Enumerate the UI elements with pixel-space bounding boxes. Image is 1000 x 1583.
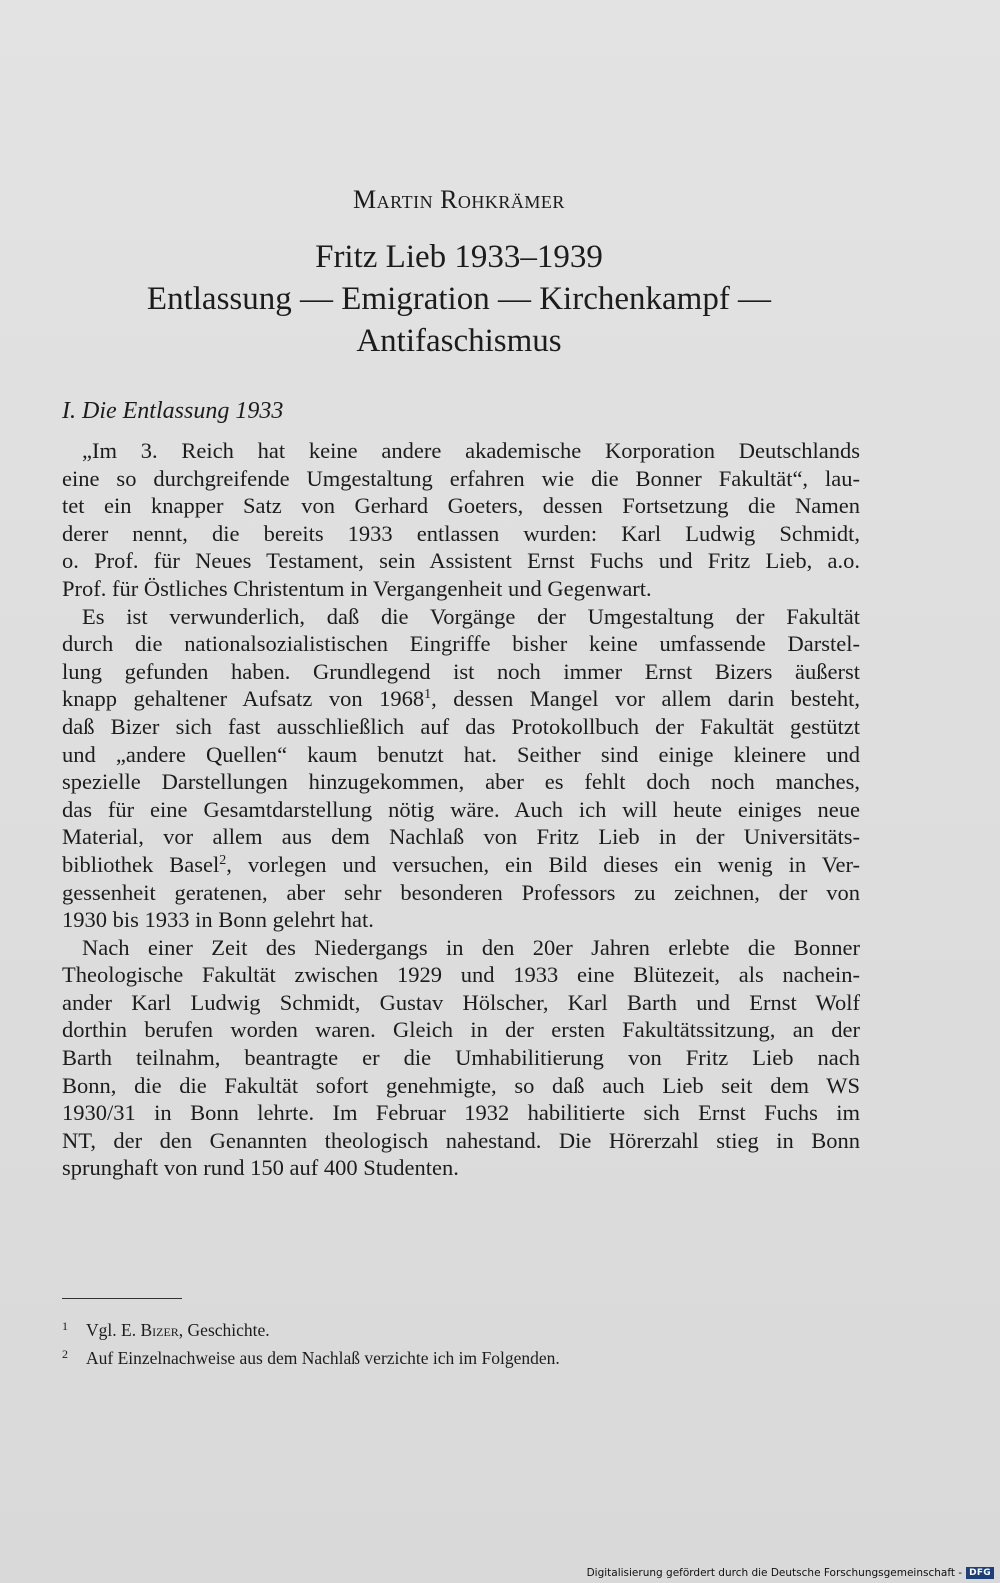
text-line: NT, der den Genannten theologisch nahestand. Die Hörerzahl stieg in Bonn xyxy=(62,1127,860,1153)
text-line: eine so durchgreifende Umgestaltung erfahren wie die Bonner Fakultät“, lau- xyxy=(62,465,860,491)
text-line: daß Bizer sich fast ausschließlich auf das Protokollbuch der Fakultät gestützt xyxy=(62,713,860,739)
text-line: 1930/31 in Bonn lehrte. Im Februar 1932 habilitierte sich Ernst Fuchs im xyxy=(62,1100,860,1126)
section-heading: I. Die Entlassung 1933 xyxy=(62,398,284,424)
footnote xyxy=(62,1342,862,1370)
text-line: o. Prof. für Neues Testament, sein Assistent Ernst Fuchs und Fritz Lieb, a.o. xyxy=(62,548,860,574)
footnote xyxy=(62,1314,862,1342)
text-segment: , dessen Mangel vor allem darin besteht, xyxy=(431,686,860,712)
text-line: das für eine Gesamtdarstellung nötig wäre. Auch ich will heute einiges neue xyxy=(62,796,860,822)
body-text xyxy=(62,437,860,1182)
footnote-text: , Geschichte. xyxy=(178,1320,270,1340)
text-line: ander Karl Ludwig Schmidt, Gustav Hölscher, Karl Barth und Ernst Wolf xyxy=(62,989,860,1015)
text-line xyxy=(62,685,860,713)
text-line: derer nennt, die bereits 1933 entlassen wurden: Karl Ludwig Schmidt, xyxy=(62,520,860,546)
text-segment: bibliothek Basel xyxy=(62,851,220,877)
title-line: Fritz Lieb 1933–1939 xyxy=(315,239,603,275)
text-segment: , vorlegen und versuchen, ein Bild dieses ein wenig in Ver- xyxy=(226,851,860,877)
footnote-author: Bizer xyxy=(140,1320,179,1340)
text-line: dorthin berufen worden waren. Gleich in der ersten Fakultätssitzung, an der xyxy=(62,1017,860,1043)
text-line: Bonn, die die Fakultät sofort genehmigte, so daß auch Lieb seit dem WS xyxy=(62,1072,860,1098)
footnote-text: Auf Einzelnachweise aus dem Nachlaß verzichte ich im Folgenden. xyxy=(86,1348,560,1368)
footnote-number: 1 xyxy=(62,1319,68,1333)
footnote-number: 2 xyxy=(62,1347,68,1361)
text-line: sprunghaft von rund 150 auf 400 Studenten. xyxy=(62,1155,459,1181)
text-line: 1930 bis 1933 in Bonn gelehrt hat. xyxy=(62,907,374,933)
digitization-credit xyxy=(587,1567,994,1579)
article-title xyxy=(0,236,918,362)
text-line: Es ist verwunderlich, daß die Vorgänge der Umgestaltung der Fakultät xyxy=(82,603,860,629)
footnote-ref[interactable]: 1 xyxy=(424,687,432,703)
text-line: durch die nationalsozialistischen Eingriffe bisher keine umfassende Darstel- xyxy=(62,631,860,657)
text-line: Barth teilnahm, beantragte er die Umhabilitierung von Fritz Lieb nach xyxy=(62,1045,860,1071)
footnote-divider xyxy=(62,1298,182,1299)
dfg-logo-icon: DFG xyxy=(966,1567,994,1579)
text-line: lung gefunden haben. Grundlegend ist noch immer Ernst Bizers äußerst xyxy=(62,658,860,684)
text-line: Nach einer Zeit des Niedergangs in den 20er Jahren erlebte die Bonner xyxy=(82,934,860,960)
text-line: und „andere Quellen“ kaum benutzt hat. Seither sind einige kleinere und xyxy=(62,741,860,767)
author-name: Martin Rohkrämer xyxy=(353,185,565,214)
text-line: „Im 3. Reich hat keine andere akademische Korporation Deutschlands xyxy=(82,438,860,463)
credit-text: Digitalisierung gefördert durch die Deutsche Forschungsgemeinschaft - xyxy=(586,1567,963,1579)
title-line: Entlassung — Emigration — Kirchenkampf — xyxy=(146,281,772,317)
text-line xyxy=(62,851,860,879)
text-line: tet ein knapper Satz von Gerhard Goeters, dessen Fortsetzung die Namen xyxy=(62,493,860,519)
paragraph xyxy=(62,934,860,1182)
footnote-text: Vgl. E. xyxy=(86,1320,141,1340)
text-line: spezielle Darstellungen hinzugekommen, aber es fehlt doch noch manches, xyxy=(62,769,860,795)
text-segment: knapp gehaltener Aufsatz von 1968 xyxy=(62,686,425,712)
footnote-ref[interactable]: 2 xyxy=(219,852,227,868)
paragraph xyxy=(62,437,860,603)
footnotes xyxy=(62,1314,862,1370)
text-line: Material, vor allem aus dem Nachlaß von Fritz Lieb in der Universitäts- xyxy=(62,824,860,850)
text-line: gessenheit geratenen, aber sehr besonderen Professors zu zeichnen, der von xyxy=(62,879,860,905)
text-line: Prof. für Östliches Christentum in Vergangenheit und Gegenwart. xyxy=(62,575,652,601)
title-line: Antifaschismus xyxy=(356,323,562,359)
text-line: Theologische Fakultät zwischen 1929 und 1933 eine Blütezeit, als nachein- xyxy=(62,962,860,988)
paragraph xyxy=(62,603,860,934)
